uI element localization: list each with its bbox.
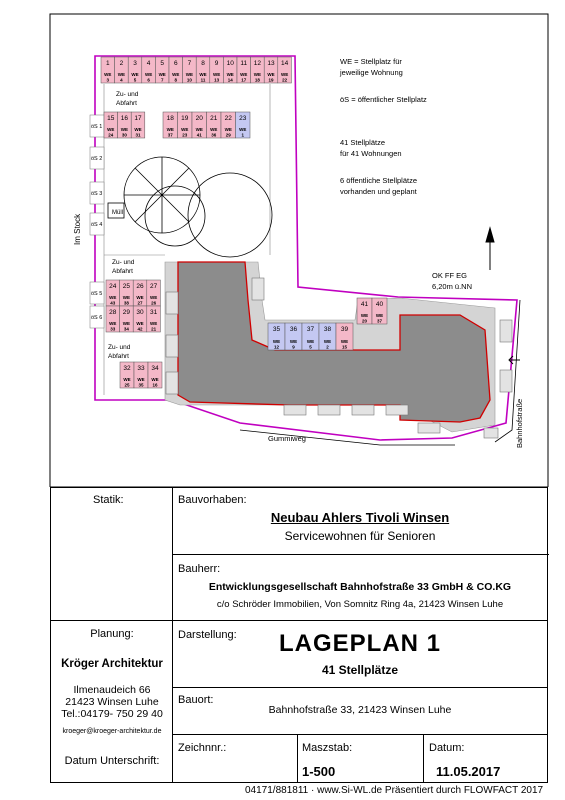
spot-number: 30 (136, 309, 144, 316)
spot-we-number: 7 (160, 77, 164, 83)
project-subtitle: Servicewohnen für Senioren (284, 529, 436, 543)
spot-we-number: 30 (121, 132, 127, 138)
spot-we-label: WE (109, 321, 117, 326)
legend (339, 57, 427, 196)
architect-name: Kröger Architektur (61, 658, 163, 670)
spot-we-label: WE (137, 377, 145, 382)
spot-number: 40 (375, 301, 384, 308)
drawing-title: LAGEPLAN 1 (278, 630, 441, 657)
spot-we-label: WE (272, 339, 281, 344)
spot-we-number: 37 (376, 318, 383, 324)
spot-we-label: WE (158, 72, 166, 77)
spot-we-label: WE (323, 339, 332, 344)
spot-we-number: 3 (106, 77, 110, 83)
oes-spots (90, 115, 104, 328)
divider (173, 687, 547, 688)
zufahrt-label: Abfahrt (112, 268, 133, 275)
spot-we-number: 22 (282, 77, 288, 83)
spot-we-number: 10 (186, 77, 192, 83)
spot-we-label: WE (144, 72, 153, 77)
spot-we-number: 14 (227, 77, 233, 83)
spot-number: 4 (146, 60, 151, 67)
spot-we-number: 9 (292, 344, 295, 350)
spot-we-number: 18 (254, 77, 260, 83)
spot-we-number: 2 (326, 344, 329, 350)
bauherr-name: Entwicklungsgesellschaft Bahnhofstraße 33 GmbH & CO.KG (208, 581, 512, 593)
darstellung-label: Darstellung: (178, 629, 237, 641)
spot-we-number: 5 (309, 344, 312, 350)
parking-row-c (106, 280, 160, 306)
spot-we-label: WE (104, 72, 112, 77)
spot-number: 2 (119, 60, 124, 67)
spot-we-number: 1 (241, 132, 245, 138)
architect-email: kroeger@kroeger-architektur.de (62, 728, 162, 735)
massstab-value: 1-500 (302, 764, 336, 779)
elevation-value: 6,20m ü.NN (432, 282, 473, 291)
spot-we-label: WE (123, 377, 131, 382)
massstab-label: Maszstab: (302, 742, 353, 754)
legend-line: 41 Stellplätze (340, 138, 386, 147)
spot-we-label: WE (195, 127, 203, 132)
spot-we-number: 36 (211, 132, 217, 138)
spot-number: 38 (323, 326, 332, 333)
spot-we-label: WE (360, 313, 369, 318)
spot-number: 24 (109, 283, 117, 290)
bauort-value: Bahnhofstraße 33, 21423 Winsen Luhe (268, 704, 452, 716)
spot-number: 36 (289, 326, 298, 333)
spot-we-number: 21 (151, 326, 157, 332)
spot-we-label: WE (107, 127, 115, 132)
spot-we-number: 41 (196, 132, 202, 138)
spot-we-number: 12 (273, 344, 280, 350)
spot-we-number: 42 (137, 326, 143, 332)
architect-phone: Tel.:04179- 750 29 40 (61, 708, 163, 720)
parking-row-g (357, 298, 387, 324)
spot-number: 27 (149, 283, 158, 290)
spot-we-number: 25 (124, 382, 130, 388)
legend-line: für 41 Wohnungen (340, 149, 402, 158)
divider (173, 734, 547, 735)
bauherr-label: Bauherr: (178, 563, 221, 575)
spot-we-label: WE (210, 127, 218, 132)
spot-we-number: 5 (133, 77, 137, 83)
spot-we-number: 4 (120, 77, 123, 83)
oes-label: öS 6 (91, 315, 103, 321)
spot-we-label: WE (181, 127, 189, 132)
divider (423, 734, 424, 782)
spot-we-label: WE (172, 72, 180, 77)
spot-number: 21 (210, 115, 218, 122)
spot-we-number: 11 (200, 77, 206, 83)
spot-number: 8 (201, 60, 205, 67)
oes-label: öS 5 (91, 291, 103, 297)
spot-we-label: WE (117, 72, 126, 77)
spot-we-number: 37 (167, 132, 173, 138)
legend-line: WE = Stellplatz für (340, 57, 402, 66)
spot-we-label: WE (136, 321, 144, 326)
datum-label: Datum: (429, 742, 465, 754)
spot-number: 3 (133, 60, 137, 67)
spot-we-number: 15 (341, 344, 348, 350)
parking-row-b (163, 112, 250, 138)
spot-we-label: WE (224, 127, 232, 132)
spot-we-label: WE (185, 72, 194, 77)
signature-label: Datum Unterschrift: (64, 755, 160, 767)
legend-line: öS = öffentlicher Stellplatz (340, 95, 427, 104)
spot-we-label: WE (289, 339, 298, 344)
spot-we-number: 27 (137, 300, 143, 306)
spot-we-label: WE (240, 72, 248, 77)
spot-number: 13 (267, 60, 275, 67)
zeichnnr-label: Zeichnnr.: (178, 742, 227, 754)
spot-we-number: 8 (174, 77, 178, 83)
bauort-label: Bauort: (178, 694, 214, 706)
zufahrt-label: Zu- und (116, 91, 139, 98)
spot-we-label: WE (149, 321, 158, 326)
spot-we-label: WE (226, 72, 234, 77)
spot-we-label: WE (239, 127, 247, 132)
zufahrt-label: Zu- und (108, 344, 131, 351)
spot-we-label: WE (134, 127, 142, 132)
spot-number: 28 (109, 309, 117, 316)
spot-number: 20 (195, 115, 203, 122)
spot-number: 34 (151, 365, 159, 372)
bauherr-address: c/o Schröder Immobilien, Von Somnitz Ring 4a, 21423 Winsen Luhe (216, 599, 504, 610)
parking-row-a (104, 112, 145, 138)
spot-we-label: WE (131, 72, 139, 77)
spot-we-label: WE (120, 127, 129, 132)
datum-value: 11.05.2017 (436, 764, 501, 779)
spot-number: 9 (214, 60, 219, 67)
drawing-subtitle: 41 Stellplätze (321, 663, 399, 677)
parking-row-d (106, 306, 160, 332)
spot-number: 11 (240, 60, 248, 67)
parking-row-top (101, 57, 291, 83)
spot-we-number: 19 (268, 77, 274, 83)
spot-we-number: 24 (108, 132, 114, 138)
spot-number: 41 (360, 301, 369, 308)
spot-we-label: WE (267, 72, 275, 77)
spot-we-label: WE (149, 295, 158, 300)
divider (297, 734, 298, 782)
spot-number: 35 (272, 326, 281, 333)
architect-city: 21423 Winsen Luhe (65, 696, 159, 708)
spot-number: 10 (226, 60, 234, 67)
north-arrow-icon (486, 228, 494, 270)
oes-label: öS 4 (91, 222, 103, 228)
oes-label: öS 2 (91, 156, 103, 162)
spot-number: 22 (224, 115, 232, 122)
spot-we-label: WE (109, 295, 117, 300)
architect-street: Ilmenaudeich 66 (73, 684, 151, 696)
spot-we-label: WE (122, 295, 131, 300)
street-bahnhofstrasse: Bahnhofstraße (515, 398, 524, 448)
spot-number: 17 (134, 115, 142, 122)
spot-we-label: WE (375, 313, 384, 318)
spot-number: 23 (239, 115, 247, 122)
spot-we-number: 33 (110, 326, 116, 332)
spot-number: 5 (160, 60, 165, 67)
spot-we-number: 23 (182, 132, 188, 138)
spot-we-label: WE (122, 321, 131, 326)
spot-we-number: 17 (241, 77, 247, 83)
spot-number: 32 (123, 365, 131, 372)
title-block (50, 487, 548, 783)
project-title: Neubau Ahlers Tivoli Winsen (270, 510, 450, 525)
spot-number: 12 (253, 60, 262, 67)
spot-we-number: 43 (110, 300, 116, 306)
spot-we-number: 16 (152, 382, 158, 388)
spot-we-label: WE (253, 72, 262, 77)
spot-we-number: 26 (151, 300, 157, 306)
spot-number: 37 (306, 326, 315, 333)
muell-label: Müll (112, 210, 124, 216)
spot-we-number: 29 (225, 132, 231, 138)
spot-number: 29 (122, 309, 131, 316)
spot-number: 14 (280, 60, 289, 67)
zufahrt-label: Abfahrt (116, 100, 137, 107)
zufahrt-label: Abfahrt (108, 353, 129, 360)
statik-label: Statik: (93, 494, 124, 506)
spot-we-label: WE (340, 339, 349, 344)
spot-number: 33 (137, 365, 145, 372)
legend-line: 6 öffentliche Stellplätze (340, 176, 417, 185)
parking-row-f (268, 323, 353, 350)
spot-number: 7 (187, 60, 192, 67)
spot-number: 39 (340, 326, 349, 333)
spot-number: 6 (173, 60, 178, 67)
spot-number: 26 (136, 283, 144, 290)
spot-we-label: WE (136, 295, 144, 300)
planung-label: Planung: (90, 628, 134, 640)
spot-we-number: 20 (361, 318, 368, 324)
footer-credit: 04171/881811 · www.Si-WL.de Präsentiert durch FLOWFACT 2017 (245, 785, 544, 796)
spot-we-number: 31 (135, 132, 141, 138)
spot-we-number: 34 (123, 326, 129, 332)
oes-label: öS 3 (91, 191, 103, 197)
spot-we-label: WE (199, 72, 207, 77)
spot-we-label: WE (212, 72, 221, 77)
spot-number: 19 (181, 115, 189, 122)
oes-label: öS 1 (91, 124, 103, 130)
spot-number: 25 (122, 283, 131, 290)
im-stock-label: Im Stock (73, 213, 82, 245)
legend-line: jeweilige Wohnung (340, 68, 403, 77)
spot-we-number: 38 (123, 300, 129, 306)
elevation-label: OK FF EG (432, 271, 468, 280)
parking-row-e (120, 362, 162, 388)
spot-number: 16 (120, 115, 129, 122)
spot-we-number: 13 (214, 77, 220, 83)
spot-number: 15 (107, 115, 115, 122)
spot-number: 18 (166, 115, 174, 122)
spot-we-label: WE (280, 72, 289, 77)
spot-we-label: WE (166, 127, 174, 132)
spot-we-label: WE (151, 377, 159, 382)
street-gummiweg: Gummiweg (268, 434, 306, 443)
spot-we-number: 35 (138, 382, 144, 388)
zufahrt-label: Zu- und (112, 259, 135, 266)
spot-we-number: 6 (147, 77, 150, 83)
divider (173, 554, 549, 555)
bauvorhaben-label: Bauvorhaben: (178, 494, 247, 506)
spot-we-label: WE (306, 339, 315, 344)
divider (51, 620, 547, 621)
legend-line: vorhanden und geplant (340, 187, 417, 196)
tree-symbols (124, 157, 272, 257)
spot-number: 1 (105, 60, 110, 67)
spot-number: 31 (149, 309, 158, 316)
